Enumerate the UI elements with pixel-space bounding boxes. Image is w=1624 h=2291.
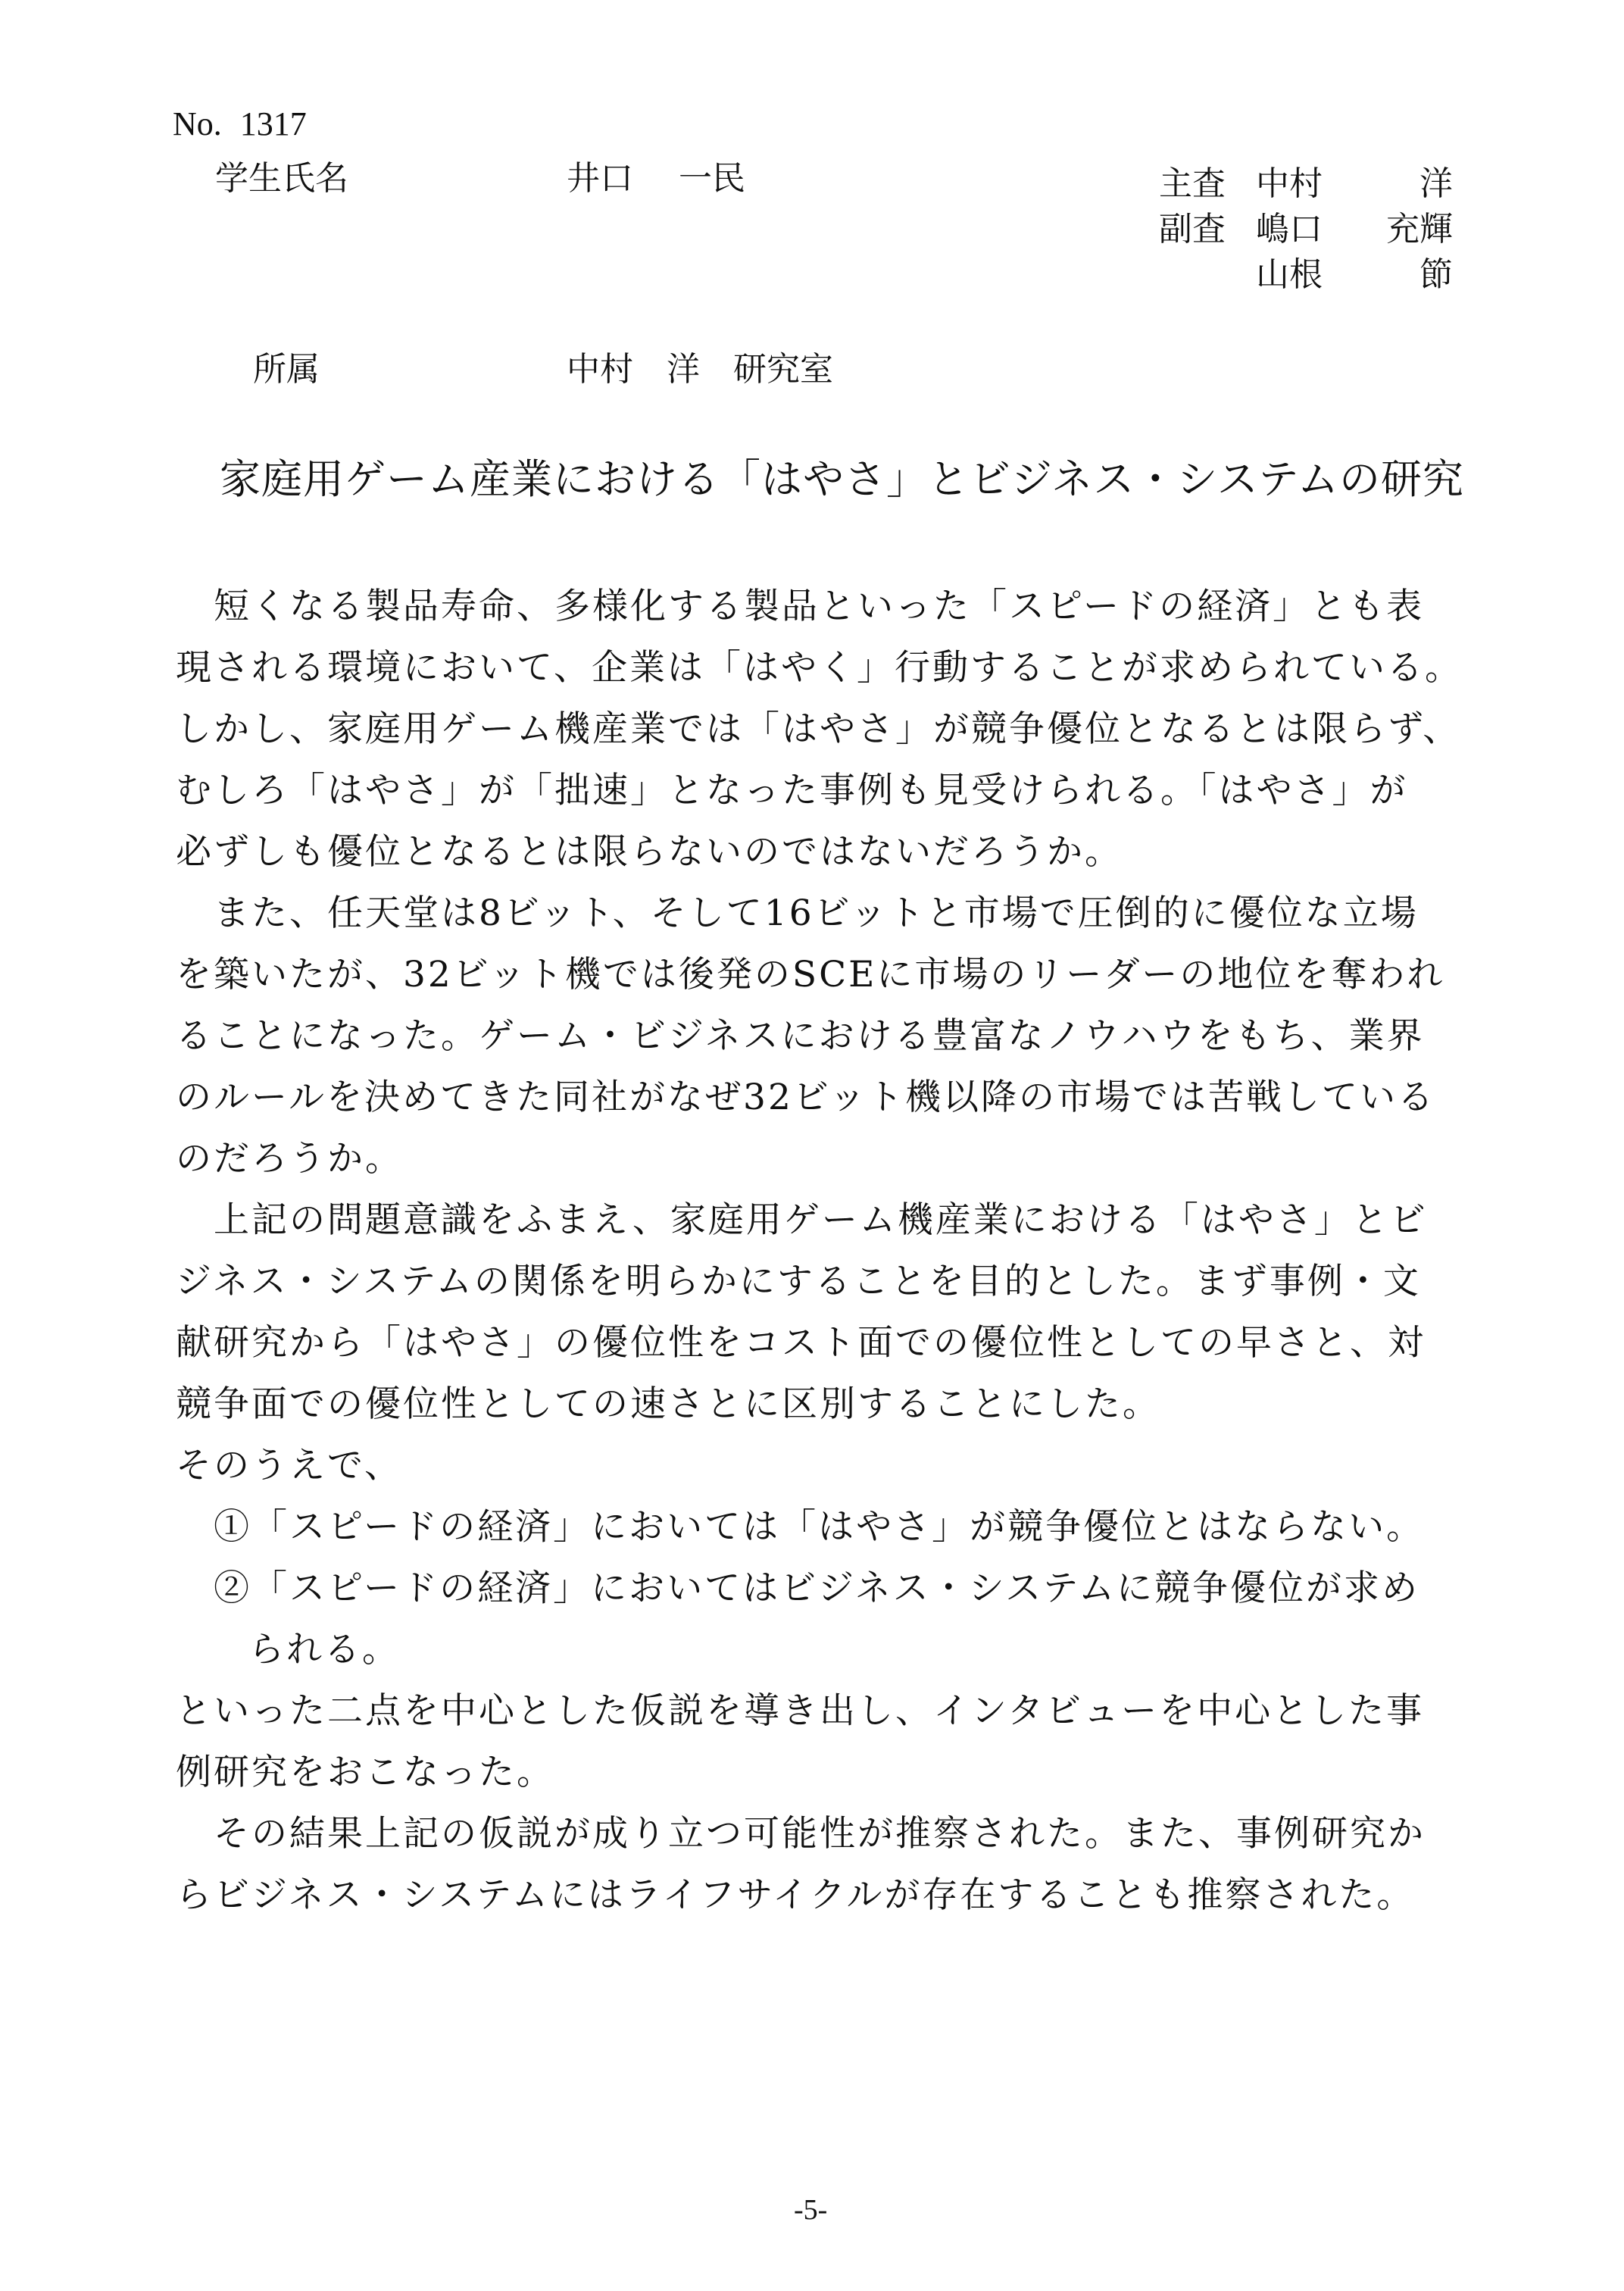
- body-line: といった二点を中心とした仮説を導き出し、インタビューを中心とした事: [176, 1690, 1425, 1732]
- examiner-family-name: 山根: [1256, 255, 1323, 294]
- body-line: ることになった。ゲーム・ビジネスにおける豊富なノウハウをもち、業界: [176, 1015, 1425, 1057]
- examiner-name: [1256, 156, 1453, 205]
- student-family-name: 井口: [567, 159, 633, 198]
- document-number-value: 1317: [239, 105, 307, 142]
- body-line: らビジネス・システムにはライフサイクルが存在することも推察された。: [176, 1874, 1415, 1916]
- examiner-role: 主査: [1159, 164, 1226, 203]
- body-line: また、任天堂は8ビット、そして16ビットと市場で圧倒的に優位な立場: [214, 892, 1419, 934]
- body-line: 献研究から「はやさ」の優位性をコスト面での優位性としての早さと、対: [176, 1322, 1426, 1364]
- page-number: -5-: [794, 2194, 828, 2226]
- body-line: のだろうか。: [176, 1138, 403, 1180]
- body-line: 必ずしも優位となるとは限らないのではないだろうか。: [176, 831, 1123, 873]
- hypothesis-item: ①「スピードの経済」においては「はやさ」が競争優位とはならない。: [214, 1506, 1425, 1548]
- examiner-name: [1256, 202, 1453, 250]
- body-line: そのうえで、: [176, 1445, 403, 1486]
- examiner-family-name: 嶋口: [1256, 210, 1323, 248]
- thesis-title: 家庭用ゲーム産業における「はやさ」とビジネス・システムの研究: [220, 455, 1464, 503]
- document-number: [173, 105, 307, 143]
- student-given-name: 一民: [679, 159, 745, 198]
- body-line: しかし、家庭用ゲーム機産業では「はやさ」が競争優位となるとは限らず、: [176, 708, 1461, 750]
- examiner-given-name: 充輝: [1386, 210, 1453, 248]
- examiner-name: [1256, 247, 1453, 295]
- body-line: ジネス・システムの関係を明らかにすることを目的とした。まず事例・文: [176, 1261, 1421, 1302]
- body-line: その結果上記の仮説が成り立つ可能性が推察された。また、事例研究か: [214, 1813, 1426, 1855]
- affiliation-value: 中村 洋 研究室: [567, 350, 833, 389]
- examiner-role: 副査: [1159, 210, 1226, 248]
- examiner-family-name: 中村: [1256, 164, 1323, 203]
- document-number-label: No.: [173, 105, 222, 142]
- student-name: [567, 156, 745, 202]
- examiner-list: [1159, 156, 1453, 292]
- abstract-body: [176, 576, 1463, 1926]
- body-line: 現される環境において、企業は「はやく」行動することが求められている。: [176, 647, 1463, 689]
- examiner-given-name: 洋: [1419, 164, 1453, 203]
- examiner-row: [1159, 156, 1453, 202]
- body-line: のルールを決めてきた同社がなぜ32ビット機以降の市場では苦戦している: [176, 1077, 1435, 1118]
- body-line: 短くなる製品寿命、多様化する製品といった「スピードの経済」とも表: [214, 586, 1425, 627]
- examiner-row: [1159, 202, 1453, 247]
- body-line: 例研究をおこなった。: [176, 1752, 554, 1793]
- affiliation-label: 所属: [253, 350, 320, 389]
- body-line: 競争面での優位性としての速さとに区別することにした。: [176, 1383, 1160, 1425]
- examiner-row: [1159, 247, 1453, 292]
- body-line: むしろ「はやさ」が「拙速」となった事例も見受けられる。「はやさ」が: [176, 770, 1408, 811]
- hypothesis-item-continuation: られる。: [248, 1629, 400, 1671]
- body-line: 上記の問題意識をふまえ、家庭用ゲーム機産業における「はやさ」とビ: [214, 1199, 1428, 1241]
- student-name-label: 学生氏名: [215, 159, 348, 198]
- examiner-given-name: 節: [1419, 255, 1453, 294]
- hypothesis-item: ②「スピードの経済」においてはビジネス・システムに競争優位が求め: [214, 1567, 1420, 1609]
- body-line: を築いたが、32ビット機では後発のSCEに市場のリーダーの地位を奪われ: [176, 954, 1445, 995]
